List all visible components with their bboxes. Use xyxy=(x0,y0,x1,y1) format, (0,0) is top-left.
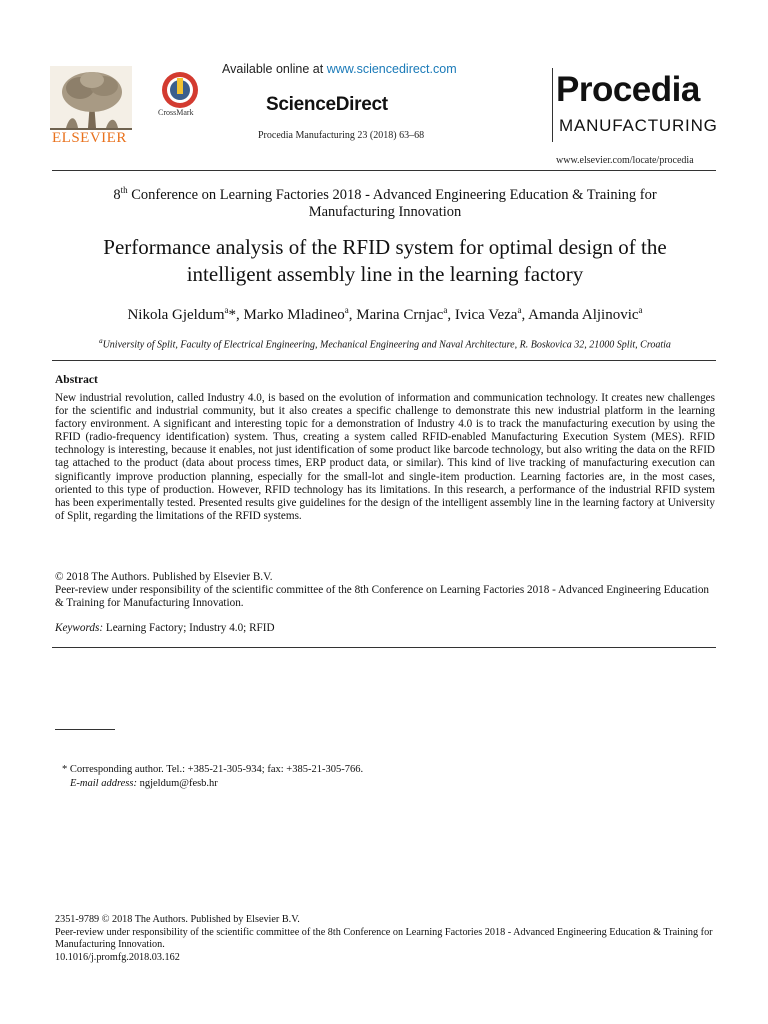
keywords-label: Keywords: xyxy=(55,622,104,634)
author-list xyxy=(50,305,720,324)
affiliation-text: University of Split, Faculty of Electrical Engineering, Mechanical Engineering and Naval Architecture, R. Boskovica 32, 21000 Split, Croatia xyxy=(102,339,671,351)
journal-reference: Procedia Manufacturing 23 (2018) 63–68 xyxy=(258,130,425,141)
affiliation-divider xyxy=(52,360,716,361)
email-label: E-mail address: xyxy=(70,778,137,789)
title-line-1: Performance analysis of the RFID system for optimal design of the xyxy=(103,235,667,259)
conference-ordinal: 8 xyxy=(113,186,121,203)
issn-line: 2351-9789 © 2018 The Authors. Published by Elsevier B.V. xyxy=(55,914,300,925)
publisher-name: ELSEVIER xyxy=(52,130,127,146)
crossmark-label: CrossMark xyxy=(158,108,194,117)
conference-line2: Manufacturing Innovation xyxy=(308,203,462,220)
corresponding-author-note: * Corresponding author. Tel.: +385-21-305-934; fax: +385-21-305-766. xyxy=(62,764,364,775)
publication-info xyxy=(55,914,715,964)
author-affiliation-mark: a xyxy=(224,305,229,315)
conference-name xyxy=(60,182,710,221)
author-separator: , xyxy=(348,307,357,323)
author: Marko Mladineo xyxy=(243,307,345,323)
email-note xyxy=(70,778,218,789)
journal-subtitle: MANUFACTURING xyxy=(559,116,718,135)
author-affiliation-mark: a xyxy=(517,305,522,315)
keywords xyxy=(55,622,275,634)
author-separator: , xyxy=(447,307,455,323)
article-title xyxy=(50,234,720,288)
header-divider xyxy=(52,170,716,171)
author-affiliation xyxy=(50,337,720,350)
author-separator: *, xyxy=(228,307,244,323)
conference-ordinal-suffix: th xyxy=(120,185,128,195)
affiliation-mark: a xyxy=(99,337,103,345)
doi[interactable]: 10.1016/j.promfg.2018.03.162 xyxy=(55,951,180,963)
available-prefix: Available online at xyxy=(222,62,327,76)
peer-review-notice: Peer-review under responsibility of the scientific committee of the 8th Conference on Learning Factories 2018 - Advanced Engineering Education & Training for Manufacturing Innovation. xyxy=(55,584,710,610)
crossmark-icon[interactable] xyxy=(160,70,200,110)
author-separator: , xyxy=(521,307,529,323)
title-line-2: intelligent assembly line in the learning factory xyxy=(186,262,584,286)
platform-name: ScienceDirect xyxy=(266,94,388,115)
footnote-rule xyxy=(55,729,115,730)
abstract-body: New industrial revolution, called Industry 4.0, is based on the evolution of information and communication technology. It creates new challenges for the scientific and industrial community, but it also creates a specific challenge to demonstrate this new industrial platform in the learning factory environment. A significant and interesting topic for a demonstration of Industry 4.0 is to track the manufacturing execution by using the RFID (radio-frequency identification) system. Thus, creating a system called RFID-enabled Manufacturing Execution System (MES). RFID technology is interesting, because it enables, not just identification of some product like barcode technology, but also writing the data on the RFID tag attached to the product (data about process times, ERP product data, or similar). This kind of live tracking of manufacturing execution can significantly improve production planning, especially for the small-lot and single-item production. Learning factories are, in the most cases, oriented to this type of production. However, RFID technology has its limitations. In this research, a performance of the industrial RFID system has been experimentally tested. Presented results give guidelines for the design of the intelligent assembly line in the learning factory at University of Split, regarding the limitations of the RFID systems. xyxy=(55,392,715,522)
sciencedirect-link[interactable]: www.sciencedirect.com xyxy=(326,62,457,76)
author-affiliation-mark: a xyxy=(344,305,349,315)
author: Nikola Gjeldum xyxy=(127,307,225,323)
author: Ivica Veza xyxy=(454,307,518,323)
author: Marina Crnjac xyxy=(356,307,444,323)
available-online xyxy=(222,62,457,76)
journal-name: Procedia xyxy=(556,70,700,109)
abstract-heading: Abstract xyxy=(55,374,98,386)
author: Amanda Aljinovic xyxy=(528,307,639,323)
email-address[interactable]: ngjeldum@fesb.hr xyxy=(136,778,218,789)
author-affiliation-mark: a xyxy=(638,305,643,315)
keywords-list: Learning Factory; Industry 4.0; RFID xyxy=(103,622,275,634)
author-affiliation-mark: a xyxy=(443,305,448,315)
conference-line1: Conference on Learning Factories 2018 - Advanced Engineering Education & Training for xyxy=(127,186,657,203)
publication-peer-review: Peer-review under responsibility of the scientific committee of the 8th Conference on Learning Factories 2018 - Advanced Engineering Education & Training for Manufacturing Innovation. xyxy=(55,926,713,951)
copyright-notice: © 2018 The Authors. Published by Elsevier B.V. xyxy=(55,571,273,583)
journal-url[interactable]: www.elsevier.com/locate/procedia xyxy=(556,155,694,166)
abstract-divider xyxy=(52,647,716,648)
